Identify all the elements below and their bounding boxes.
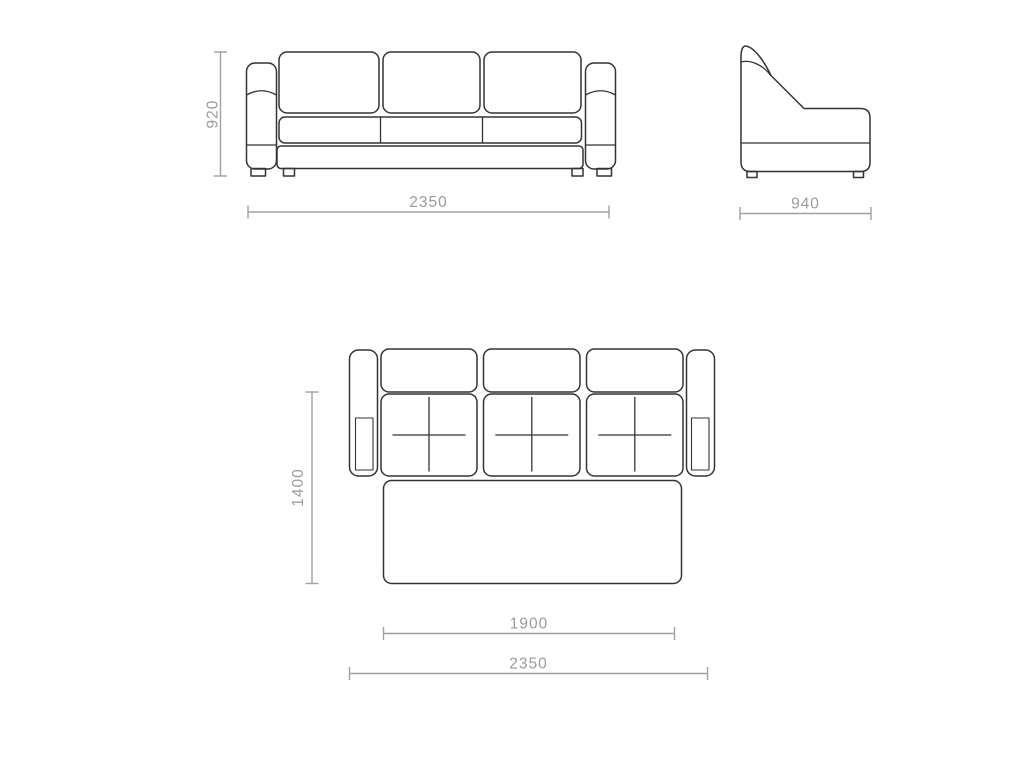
side-foot-front <box>747 172 757 178</box>
front-back-cushion-3 <box>484 52 581 113</box>
plan-armrest-left-panel <box>356 418 374 470</box>
plan-armrest-right <box>687 350 715 476</box>
dimension-plan-overall-width <box>350 656 708 681</box>
dimension-label-side-depth: 940 <box>791 195 820 213</box>
dimension-label-plan-overall-width: 2350 <box>509 655 548 673</box>
plan-armrest-right-panel <box>692 418 710 470</box>
dimension-label-plan-depth: 1400 <box>290 468 307 507</box>
plan-back-cushion-1 <box>381 349 477 392</box>
front-view <box>247 52 616 176</box>
front-base <box>277 146 583 169</box>
dimension-label-front-height: 920 <box>204 99 222 129</box>
dimension-label-plan-bed-width: 1900 <box>509 615 549 633</box>
front-seat-band <box>279 117 582 143</box>
front-armrest-left <box>247 63 277 169</box>
front-armrest-right <box>586 63 616 169</box>
plan-seat-cross-3 <box>598 397 671 472</box>
dimension-plan-bed-width <box>384 616 675 641</box>
plan-view <box>350 349 715 584</box>
front-foot-base-left <box>284 169 295 177</box>
dimension-label-front-width: 2350 <box>409 194 448 211</box>
front-foot-base-right <box>572 169 583 177</box>
side-backrest-seam <box>741 61 771 75</box>
dimension-front-height <box>205 52 228 176</box>
side-foot-back <box>854 172 864 178</box>
side-view <box>741 46 870 177</box>
side-body-outline <box>741 46 870 171</box>
plan-bed-section <box>384 481 682 584</box>
front-back-cushion-2 <box>383 52 480 113</box>
front-armrest-left-seam-top <box>247 91 277 95</box>
dimension-plan-depth <box>290 392 319 584</box>
dimension-front-width <box>248 194 609 219</box>
plan-seat-cross-2 <box>495 397 568 472</box>
dimension-side-depth <box>740 196 871 221</box>
front-back-cushion-1 <box>279 52 379 113</box>
plan-back-cushion-3 <box>587 349 684 392</box>
front-armrest-right-seam-top <box>586 91 616 95</box>
plan-seat-cross-1 <box>393 397 466 472</box>
plan-back-cushion-2 <box>484 349 581 392</box>
